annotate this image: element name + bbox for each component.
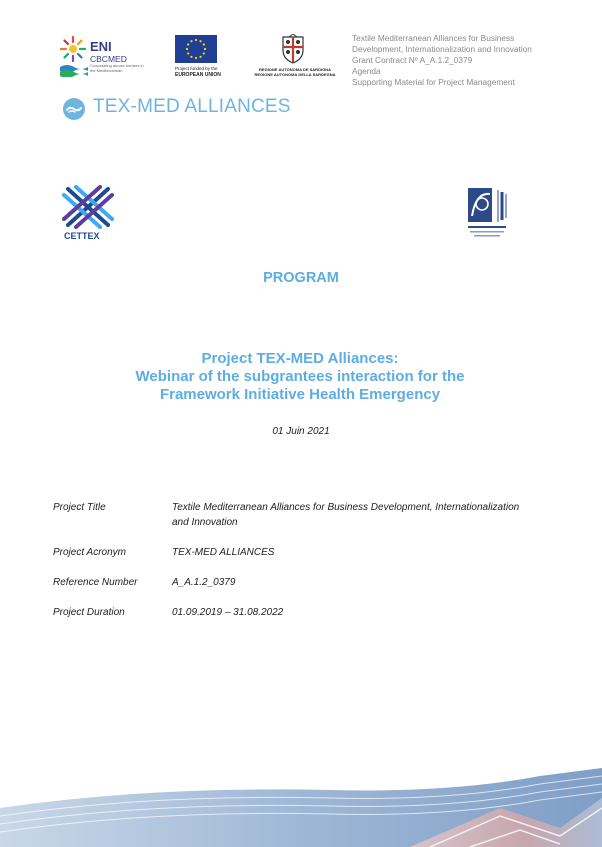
sardegna-logo-line1: REGIONE AUTÒNOMA DE SARDIGNA (259, 67, 331, 72)
eu-star (203, 52, 205, 54)
texmed-alliances-logo (63, 96, 291, 122)
eni-cbcmed-logo (60, 33, 160, 79)
info-value: TEX-MED ALLIANCES (172, 547, 275, 558)
document-title (60, 350, 540, 404)
cettex-logo-text: CETTEX (64, 231, 100, 241)
eu-star (199, 40, 201, 42)
eu-flag (175, 35, 217, 63)
info-row-acronym (53, 545, 523, 575)
info-value: A_A.1.2_0379 (172, 577, 236, 588)
eu-star (204, 48, 206, 50)
coat-of-arms-icon (280, 34, 306, 64)
header-info-line: Development, Internationalization and Innovation (352, 44, 532, 54)
info-value: Textile Mediterranean Alliances for Business Development, Internationalization and Innovation (172, 502, 520, 528)
wave-icon (60, 63, 88, 77)
title-line: Framework Initiative Health Emergency (159, 386, 441, 403)
program-heading: PROGRAM (263, 270, 339, 286)
eu-star (190, 40, 192, 42)
eu-stars-icon (175, 35, 217, 63)
info-label: Project Acronym (53, 547, 126, 558)
info-row-reference (53, 575, 523, 605)
eni-logo-tagline: Cooperating across borders in the Mediterranean (90, 63, 144, 73)
eni-logo-title: ENI (90, 39, 112, 54)
document-date: 01 Juin 2021 (272, 426, 330, 437)
footer-decorative-band (0, 768, 602, 847)
info-label: Project Duration (53, 607, 125, 618)
sardegna-logo-line2: REGIONE AUTONOMA DELLA SARDEGNA (254, 72, 336, 77)
mcpole-logo (466, 186, 510, 242)
project-info-table (53, 500, 523, 635)
eu-star (195, 57, 197, 59)
header-info (352, 33, 572, 88)
title-line: Webinar of the subgrantees interaction for the (135, 368, 465, 385)
info-row-duration (53, 605, 523, 635)
info-label: Reference Number (53, 577, 138, 588)
eu-star (190, 56, 192, 58)
eu-star (199, 56, 201, 58)
eu-star (203, 43, 205, 45)
mcpole-emblem-icon (466, 186, 510, 242)
eu-star (195, 39, 197, 41)
eu-logo-line2: EUROPEAN UNION (175, 72, 221, 78)
cettex-logo (60, 185, 120, 245)
eu-logo-line1: Project funded by the (175, 66, 218, 71)
info-label: Project Title (53, 502, 106, 513)
sardegna-logo (250, 34, 340, 80)
woven-pattern-icon (62, 185, 114, 229)
eu-star (187, 52, 189, 54)
sun-icon (60, 36, 86, 62)
texmed-logo-text: TEX-MED ALLIANCES (93, 96, 291, 117)
eni-logo-subtitle: CBCMED (90, 54, 127, 64)
eu-star (186, 48, 188, 50)
header-info-line: Textile Mediterranean Alliances for Business (352, 33, 515, 43)
title-line: Project TEX-MED Alliances: (201, 350, 399, 367)
handshake-icon (63, 98, 85, 120)
eu-logo (175, 35, 219, 79)
eu-star (187, 43, 189, 45)
header-info-line: Grant Contract Nº A_A.1.2_0379 (352, 55, 473, 65)
header-info-line: Supporting Material for Project Management (352, 77, 515, 87)
info-value: 01.09.2019 – 31.08.2022 (172, 607, 284, 618)
info-row-title (53, 500, 523, 545)
header-info-line: Agenda (352, 66, 381, 76)
